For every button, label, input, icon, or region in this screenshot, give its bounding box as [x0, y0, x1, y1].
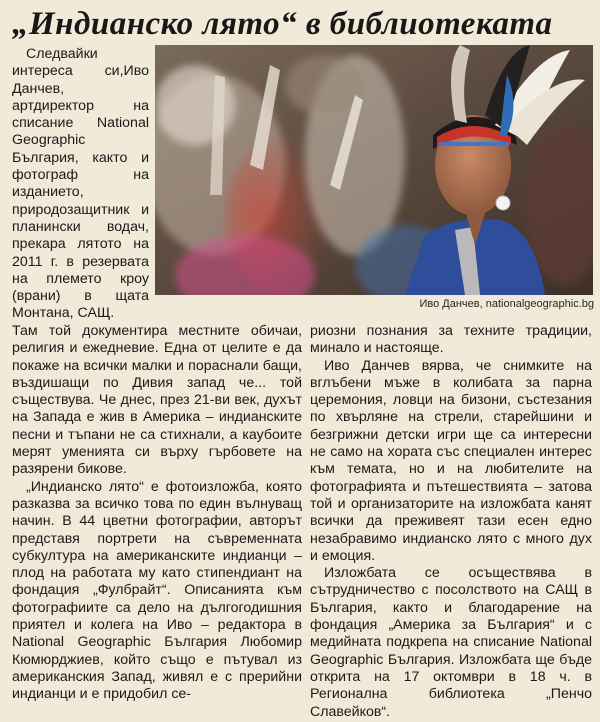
- exhibition-paragraph-continued: риозни познания за техните традиции, минало и настояще.: [310, 323, 592, 357]
- article-column-narrow: [12, 46, 149, 323]
- article-column-left: [12, 323, 302, 704]
- photo-caption: Иво Данчев, nationalgeographic.bg: [419, 298, 594, 310]
- lead-paragraph-continued: Там той документира местните обичаи, религия и ежедневие. Една от целите е да покаже на всички малки и пораснали бащи, въздишащи по Дивия запад че... той съществува. Че днес, през 21-ви век, духът на Запада е жив в Америка – индианските песни и тъпани не са стихнали, а каубоите мерят уменията си върху гърбовете на разярени бикове.: [12, 323, 302, 478]
- photographer-paragraph: Иво Данчев вярва, че снимките на вглъбени мъже в колибата за парна церемония, ловци на бизони, състезания по хвърляне на стрели, старейшини и безгрижни детски игри ще са интересни не само на хората със специален интерес към темата, но и на любителите на фотографията и пътешествията – затова той и организаторите на изложбата канят всички да преживеят тази есен едно незабравимо индианско лято с много дух и емоция.: [310, 357, 592, 564]
- sponsors-paragraph: Изложбата се осъществява в сътрудничество с посолството на САЩ в България, както и благодарение на фондация „Америка за България“ и с медийната подкрепа на списание National Geographic България. Изложбата ще бъде открита на 17 октомври в 18 ч. в Регионална библиотека „Пенчо Славейков“.: [310, 565, 592, 720]
- lead-paragraph: Следвайки интереса си,Иво Данчев, артдиректор на списание National Geographic България, както и фотограф на изданието, природозащитник и планински водач, прекара лятото на 2011 г. в резервата на племето кроу (врани) в щата Монтана, САЩ.: [12, 46, 149, 322]
- powwow-dancer-image: [155, 45, 593, 295]
- exhibition-paragraph: „Индианско лято“ е фотоизложба, която разказва за всичко това по един вълнуващ начин. В 44 цветни фотографии, авторът представя портрети на съвременната субкултура на американските индианци – плод на работата му като стипендиант на фондация „Фулбрайт“. Описанията към фотографиите са дело на дългогодишния приятел и колега на Иво – редактора в National Geographic България Любомир Кюмюрджиев, който също е пътувал из американския Запад, живял е с прерийни индианци и е придобил се-: [12, 478, 302, 703]
- article-headline: „Индианско лято“ в библиотеката: [12, 6, 553, 42]
- article-column-right: [310, 323, 592, 721]
- article-photo: [155, 45, 593, 295]
